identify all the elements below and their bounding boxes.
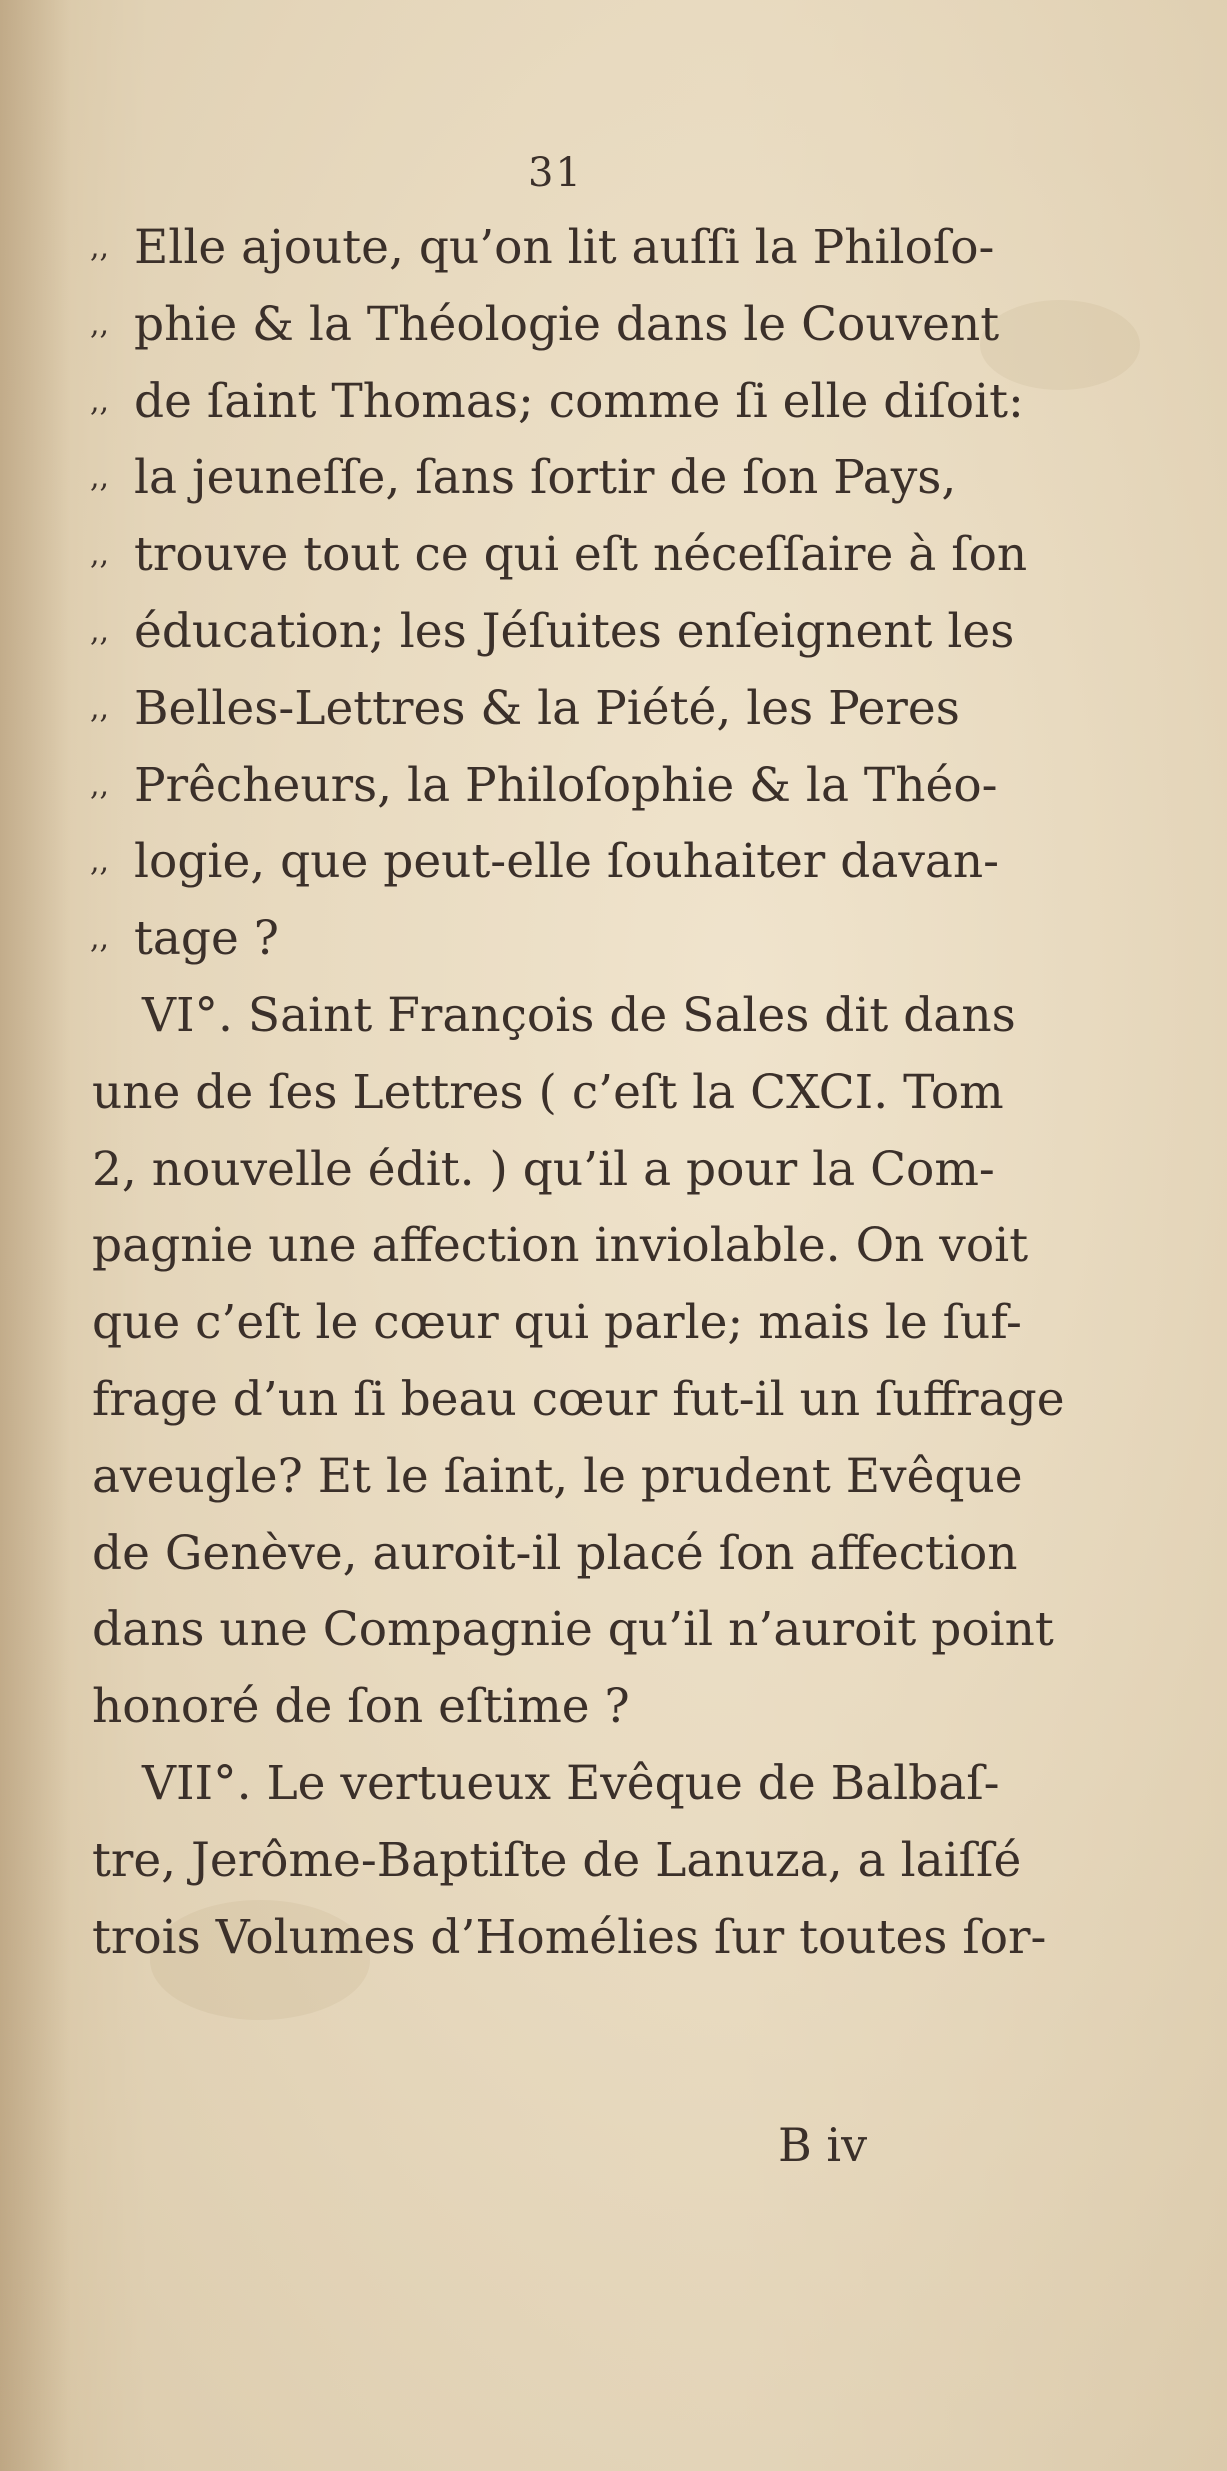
line-text: trouve tout ce qui eſt néceſſaire à ſon [134,527,1028,583]
line-text: frage d’un ſi beau cœur fut-il un ſuffrage [92,1371,1065,1427]
text-line [90,748,1070,825]
line-text: une de ſes Lettres ( c’eſt la CXCI. Tom [92,1064,1004,1120]
paragraph-start-line [90,1746,1070,1823]
line-text: Belles-Lettres & la Piété, les Peres [134,680,960,736]
line-text: dans une Compagnie qu’il n’auroit point [92,1602,1054,1658]
text-line [90,1439,1070,1516]
text-block [90,210,1070,1976]
quote-mark: ,, [90,921,110,957]
paragraph-start-line [90,978,1070,1055]
line-text: pagnie une affection inviolable. On voit [92,1218,1029,1274]
line-text: que c’eſt le cœur qui parle; mais le ſuf- [92,1295,1022,1351]
line-text: de ſaint Thomas; comme ſi elle diſoit: [134,373,1024,429]
text-line [90,1055,1070,1132]
line-text: honoré de ſon eſtime ? [92,1679,630,1735]
line-text: Prêcheurs, la Philoſophie & la Théo- [134,757,998,813]
text-line [90,210,1070,287]
text-line [90,517,1070,594]
quote-mark: ,, [90,306,110,342]
text-line [90,824,1070,901]
line-text: de Genève, auroit-il placé ſon affection [92,1525,1018,1581]
line-text: VI°. Saint François de Sales dit dans [142,987,1016,1043]
line-text: phie & la Théologie dans le Couvent [134,296,1000,352]
line-text: aveugle? Et le ſaint, le prudent Evêque [92,1448,1023,1504]
line-text: logie, que peut-elle ſouhaiter davan- [134,834,1000,890]
text-line [90,1362,1070,1439]
quote-mark: ,, [90,613,110,649]
text-line [90,1516,1070,1593]
text-line [90,1592,1070,1669]
text-line [90,1208,1070,1285]
line-text: la jeuneſſe, ſans ſortir de ſon Pays, [134,450,957,506]
line-text: éducation; les Jéſuites enſeignent les [134,603,1015,659]
text-line [90,1900,1070,1977]
line-text: VII°. Le vertueux Evêque de Balbaſ- [142,1755,1000,1811]
line-text: tage ? [134,911,279,967]
quote-mark: ,, [90,460,110,496]
text-line [90,1285,1070,1362]
text-line [90,287,1070,364]
text-line [90,440,1070,517]
quote-mark: ,, [90,537,110,573]
text-line [90,1669,1070,1746]
page-number: 31 [528,150,583,196]
line-text: 2, nouvelle édit. ) qu’il a pour la Com- [92,1141,995,1197]
quote-mark: ,, [90,383,110,419]
text-line [90,671,1070,748]
text-line [90,901,1070,978]
quote-mark: ,, [90,690,110,726]
signature-mark: B iv [778,2118,868,2172]
text-line [90,594,1070,671]
text-line [90,1823,1070,1900]
text-line [90,1132,1070,1209]
quote-mark: ,, [90,230,110,265]
text-line [90,364,1070,441]
quote-mark: ,, [90,767,110,803]
line-text: trois Volumes d’Homélies ſur toutes ſor- [92,1909,1047,1965]
line-text: tre, Jerôme-Baptiſte de Lanuza, a laiſſé [92,1832,1022,1888]
line-text: Elle ajoute, qu’on lit auſſi la Philoſo- [134,220,995,275]
quote-mark: ,, [90,844,110,880]
